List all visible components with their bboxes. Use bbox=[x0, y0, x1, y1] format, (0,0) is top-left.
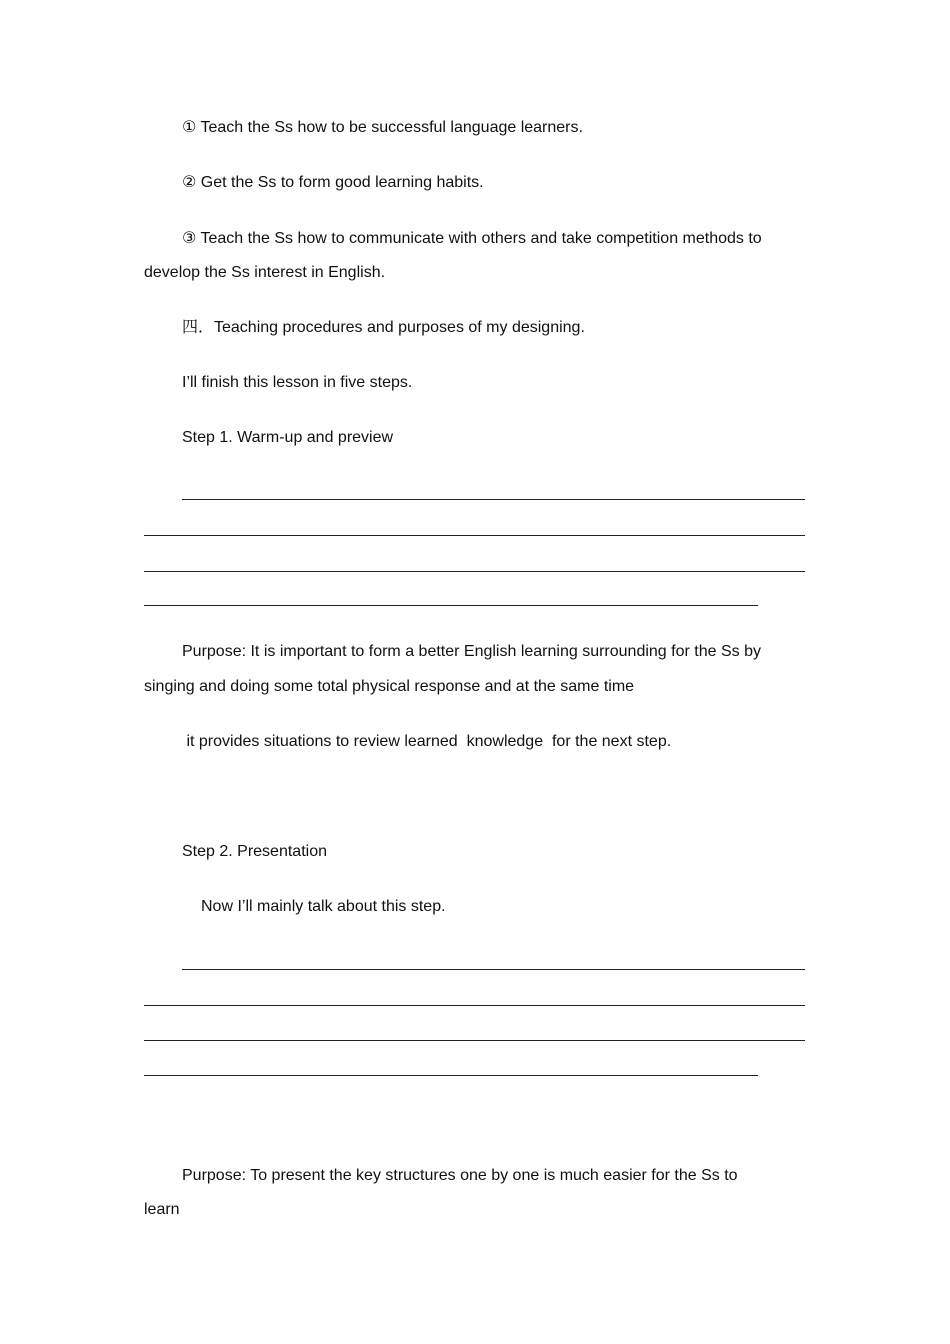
blank-line bbox=[144, 1075, 758, 1076]
step-2-title: Step 2. Presentation bbox=[182, 843, 327, 860]
step-2-purpose-line-1: Purpose: To present the key structures one by one is much easier for the Ss to bbox=[182, 1167, 738, 1184]
step-1-title: Step 1. Warm-up and preview bbox=[182, 429, 394, 446]
goal-3-line-1: ③ Teach the Ss how to communicate with others and take competition methods to bbox=[182, 230, 762, 247]
blank-line bbox=[144, 535, 805, 536]
goal-2: ② Get the Ss to form good learning habits. bbox=[182, 174, 484, 191]
step-2-intro: Now I’ll mainly talk about this step. bbox=[201, 898, 446, 915]
intro-text: I’ll finish this lesson in five steps. bbox=[182, 374, 413, 391]
step-1-purpose-line-3: it provides situations to review learned knowledge for the next step. bbox=[182, 733, 672, 750]
step-2-purpose-line-2: learn bbox=[144, 1201, 180, 1218]
section-heading: 四．Teaching procedures and purposes of my designing. bbox=[182, 319, 585, 336]
step-1-purpose-line-2: singing and doing some total physical response and at the same time bbox=[144, 678, 635, 695]
blank-line bbox=[144, 1040, 805, 1041]
step-1-purpose-line-1: Purpose: It is important to form a better English learning surrounding for the Ss by bbox=[182, 643, 761, 660]
blank-line bbox=[144, 571, 805, 572]
goal-1: ① Teach the Ss how to be successful language learners. bbox=[182, 119, 583, 136]
blank-line bbox=[182, 499, 805, 500]
blank-line bbox=[182, 969, 805, 970]
blank-line bbox=[144, 605, 758, 606]
blank-line bbox=[144, 1005, 805, 1006]
goal-3-line-2: develop the Ss interest in English. bbox=[144, 264, 386, 281]
